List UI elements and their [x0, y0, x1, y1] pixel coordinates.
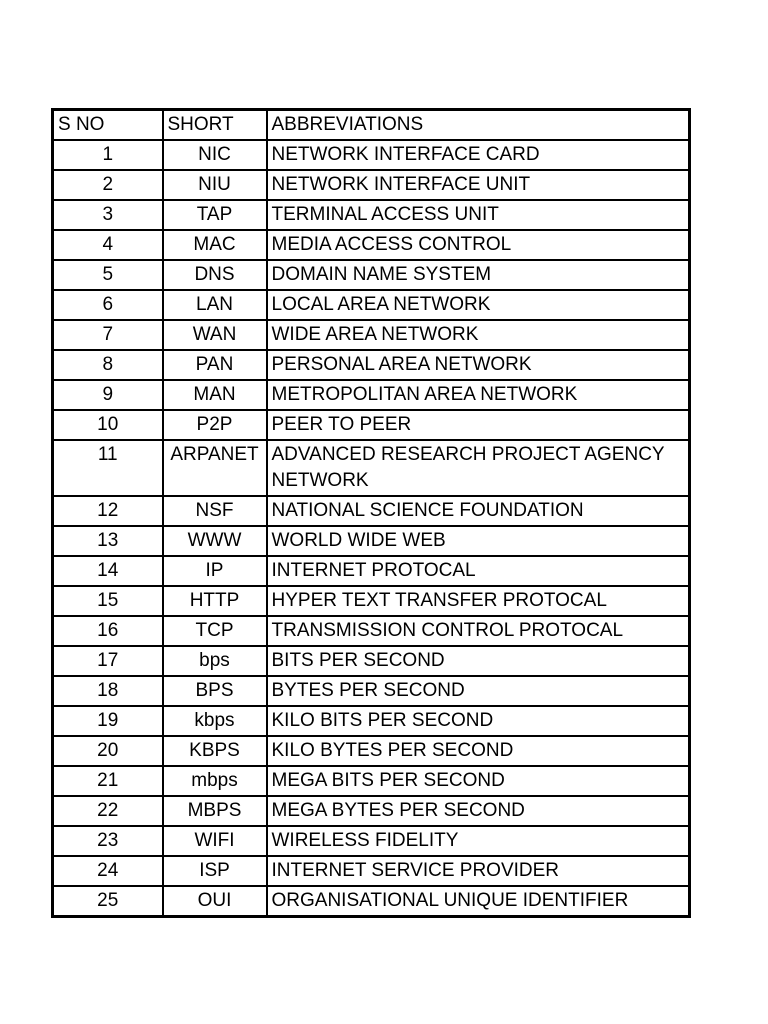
abbreviations-sheet [51, 108, 691, 918]
cell-sno: 17 [53, 646, 163, 676]
cell-short: WAN [163, 320, 267, 350]
cell-sno: 9 [53, 380, 163, 410]
table-row [53, 140, 690, 170]
cell-abbreviation: ORGANISATIONAL UNIQUE IDENTIFIER [267, 886, 690, 917]
table-row [53, 646, 690, 676]
cell-sno: 25 [53, 886, 163, 917]
cell-short: TCP [163, 616, 267, 646]
cell-abbreviation: KILO BITS PER SECOND [267, 706, 690, 736]
cell-abbreviation: WIDE AREA NETWORK [267, 320, 690, 350]
cell-short: BPS [163, 676, 267, 706]
cell-short: P2P [163, 410, 267, 440]
header-short: SHORT [163, 110, 267, 141]
table-header-row [53, 110, 690, 141]
cell-short: KBPS [163, 736, 267, 766]
cell-short: ARPANET [163, 440, 267, 496]
cell-abbreviation: LOCAL AREA NETWORK [267, 290, 690, 320]
cell-sno: 22 [53, 796, 163, 826]
cell-abbreviation: ADVANCED RESEARCH PROJECT AGENCY NETWORK [267, 440, 690, 496]
cell-sno: 24 [53, 856, 163, 886]
abbreviations-table [51, 108, 691, 918]
cell-abbreviation: INTERNET SERVICE PROVIDER [267, 856, 690, 886]
cell-short: mbps [163, 766, 267, 796]
table-row [53, 200, 690, 230]
table-row [53, 886, 690, 917]
header-abbreviations: ABBREVIATIONS [267, 110, 690, 141]
cell-sno: 11 [53, 440, 163, 496]
cell-abbreviation: PEER TO PEER [267, 410, 690, 440]
table-row [53, 706, 690, 736]
cell-sno: 4 [53, 230, 163, 260]
cell-sno: 2 [53, 170, 163, 200]
cell-abbreviation: TRANSMISSION CONTROL PROTOCAL [267, 616, 690, 646]
table-row [53, 796, 690, 826]
table-row [53, 736, 690, 766]
cell-short: NIU [163, 170, 267, 200]
cell-sno: 20 [53, 736, 163, 766]
cell-sno: 19 [53, 706, 163, 736]
cell-short: MBPS [163, 796, 267, 826]
cell-short: bps [163, 646, 267, 676]
cell-short: ISP [163, 856, 267, 886]
cell-sno: 18 [53, 676, 163, 706]
table-row [53, 766, 690, 796]
table-row [53, 350, 690, 380]
cell-short: NSF [163, 496, 267, 526]
table-row [53, 410, 690, 440]
table-row [53, 616, 690, 646]
cell-abbreviation: NETWORK INTERFACE UNIT [267, 170, 690, 200]
cell-sno: 6 [53, 290, 163, 320]
cell-sno: 15 [53, 586, 163, 616]
cell-abbreviation: DOMAIN NAME SYSTEM [267, 260, 690, 290]
table-row [53, 826, 690, 856]
cell-abbreviation: BITS PER SECOND [267, 646, 690, 676]
cell-short: WIFI [163, 826, 267, 856]
table-row [53, 170, 690, 200]
cell-abbreviation: KILO BYTES PER SECOND [267, 736, 690, 766]
cell-sno: 7 [53, 320, 163, 350]
cell-short: LAN [163, 290, 267, 320]
cell-short: DNS [163, 260, 267, 290]
cell-short: HTTP [163, 586, 267, 616]
cell-abbreviation: MEGA BITS PER SECOND [267, 766, 690, 796]
cell-abbreviation: BYTES PER SECOND [267, 676, 690, 706]
table-row [53, 230, 690, 260]
cell-abbreviation: WIRELESS FIDELITY [267, 826, 690, 856]
table-row [53, 676, 690, 706]
cell-sno: 8 [53, 350, 163, 380]
cell-abbreviation: NATIONAL SCIENCE FOUNDATION [267, 496, 690, 526]
table-row [53, 526, 690, 556]
cell-abbreviation: WORLD WIDE WEB [267, 526, 690, 556]
cell-sno: 23 [53, 826, 163, 856]
cell-short: MAN [163, 380, 267, 410]
cell-sno: 12 [53, 496, 163, 526]
cell-short: OUI [163, 886, 267, 917]
cell-abbreviation: HYPER TEXT TRANSFER PROTOCAL [267, 586, 690, 616]
cell-sno: 13 [53, 526, 163, 556]
cell-short: NIC [163, 140, 267, 170]
cell-abbreviation: NETWORK INTERFACE CARD [267, 140, 690, 170]
cell-sno: 21 [53, 766, 163, 796]
cell-sno: 5 [53, 260, 163, 290]
table-row [53, 586, 690, 616]
cell-short: MAC [163, 230, 267, 260]
cell-sno: 16 [53, 616, 163, 646]
cell-short: WWW [163, 526, 267, 556]
cell-sno: 3 [53, 200, 163, 230]
cell-abbreviation: PERSONAL AREA NETWORK [267, 350, 690, 380]
cell-abbreviation: MEDIA ACCESS CONTROL [267, 230, 690, 260]
table-body [53, 110, 690, 917]
cell-short: TAP [163, 200, 267, 230]
cell-short: PAN [163, 350, 267, 380]
cell-sno: 1 [53, 140, 163, 170]
cell-abbreviation: METROPOLITAN AREA NETWORK [267, 380, 690, 410]
table-row [53, 380, 690, 410]
table-row [53, 290, 690, 320]
table-row [53, 856, 690, 886]
cell-abbreviation: TERMINAL ACCESS UNIT [267, 200, 690, 230]
header-sno: S NO [53, 110, 163, 141]
table-row [53, 440, 690, 496]
table-row [53, 556, 690, 586]
table-row [53, 320, 690, 350]
table-row [53, 496, 690, 526]
cell-short: kbps [163, 706, 267, 736]
cell-sno: 10 [53, 410, 163, 440]
cell-sno: 14 [53, 556, 163, 586]
cell-abbreviation: INTERNET PROTOCAL [267, 556, 690, 586]
cell-abbreviation: MEGA BYTES PER SECOND [267, 796, 690, 826]
table-row [53, 260, 690, 290]
cell-short: IP [163, 556, 267, 586]
